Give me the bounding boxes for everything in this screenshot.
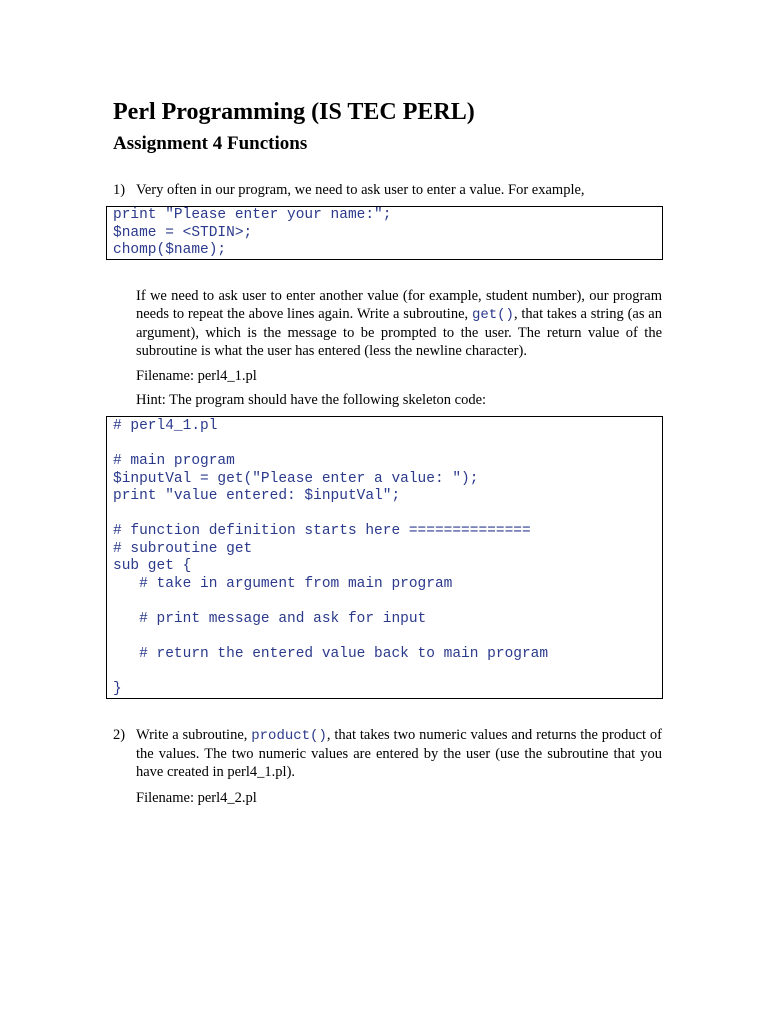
- question-1-body-post: , that takes a string (as an argument), which is the message to be prompted to the user. The return value of the subroutine is what the user has entered (less the newline character).: [136, 306, 662, 359]
- question-2-filename: Filename: perl4_2.pl: [136, 790, 257, 806]
- question-1-body: [136, 287, 662, 360]
- skeleton-code-box: [106, 416, 663, 699]
- code-line: # take in argument from main program: [113, 575, 453, 592]
- assignment-subtitle: Assignment 4 Functions: [113, 133, 308, 154]
- product-function-name: product(): [251, 728, 327, 744]
- code-line: print "value entered: $inputVal";: [113, 488, 401, 504]
- question-2-body: [136, 726, 662, 781]
- code-line: $name = <STDIN>;: [113, 224, 253, 241]
- code-line: # function definition starts here ==============: [113, 523, 531, 539]
- question-1-body-pre: If we need to ask user to enter another value (for example, student number), our program needs to repeat the above lines again. Write a subroutine,: [136, 288, 662, 322]
- code-line: }: [113, 680, 122, 697]
- question-1-number: 1): [113, 182, 126, 198]
- question-1-hint: Hint: The program should have the following skeleton code:: [136, 392, 487, 408]
- code-line: $inputVal = get("Please enter a value: ");: [113, 470, 479, 487]
- code-line: sub get {: [113, 558, 192, 574]
- code-line: print "Please enter your name:";: [113, 207, 392, 223]
- code-line: chomp($name);: [113, 242, 227, 258]
- question-1-intro: Very often in our program, we need to ask user to enter a value. For example,: [136, 182, 585, 198]
- code-line: # main program: [113, 453, 235, 469]
- question-2-body-pre: Write a subroutine,: [136, 727, 252, 743]
- code-line: # return the entered value back to main program: [113, 645, 549, 662]
- code-line: # perl4_1.pl: [113, 418, 218, 434]
- question-2-body-post: , that takes two numeric values and returns the product of the values. The two numeric values are entered by the user (use the subroutine that you have created in perl4_1.pl).: [136, 727, 663, 780]
- example-code-box: [106, 206, 663, 260]
- code-line: # print message and ask for input: [113, 610, 427, 627]
- question-1-filename: Filename: perl4_1.pl: [136, 368, 257, 384]
- get-function-name: get(): [471, 307, 514, 323]
- document-title: Perl Programming (IS TEC PERL): [113, 99, 475, 125]
- question-2-number: 2): [113, 727, 126, 743]
- code-line: # subroutine get: [113, 540, 253, 557]
